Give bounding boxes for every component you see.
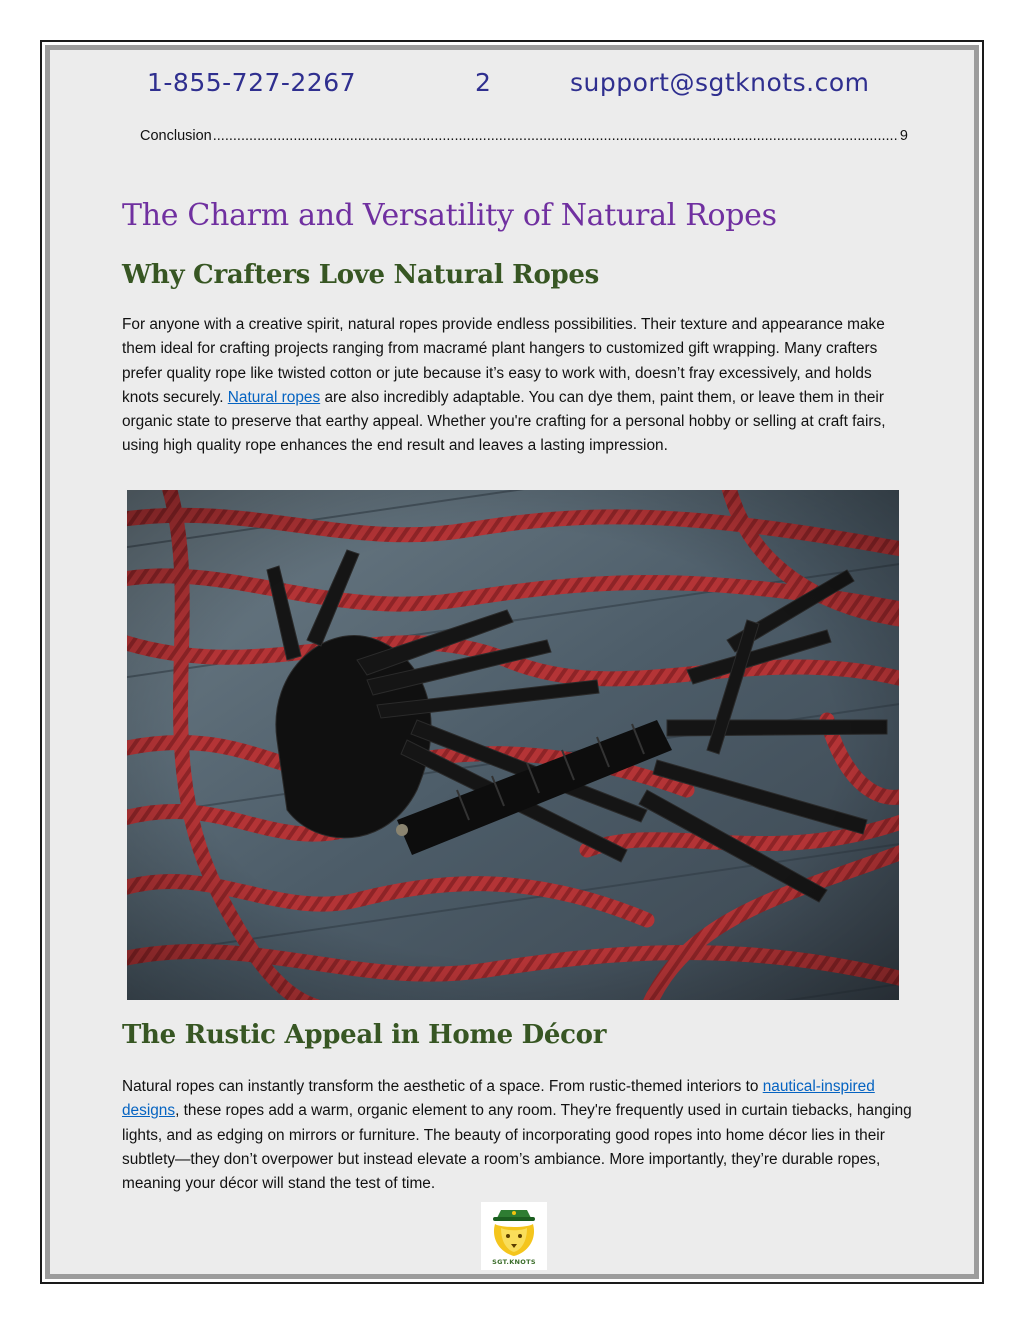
header-page-number: 2	[475, 68, 492, 97]
natural-ropes-link[interactable]: Natural ropes	[227, 388, 321, 406]
paragraph-text: For anyone with a creative spirit, natural ropes provide endless possibilities. Their texture and appearance make them ideal for crafting projects ranging from macramé plant hangers to customized gift wrapping. Many crafters prefer quality rope like twisted cotton or jute because it’s easy to work with, doesn’t fray excessively, and holds knots securely.	[122, 316, 885, 406]
header-email: support@sgtknots.com	[570, 68, 870, 97]
paragraph-crafters	[122, 313, 912, 459]
paragraph-text: Natural ropes can instantly transform the aesthetic of a space. From rustic-themed interiors to	[122, 1078, 763, 1095]
nautical-designs-link[interactable]: nautical-inspired designs	[122, 1078, 875, 1120]
paragraph-text: , these ropes add a warm, organic element to any room. They're frequently used in curtain tiebacks, hanging lights, and as edging on mirrors or furniture. The beauty of incorporating good ropes into home décor lies in their subtlety—they don’t overpower but instead elevate a room’s ambiance. More importantly, they’re durable ropes, meaning your décor will stand the test of time.	[122, 1102, 912, 1193]
page-header	[50, 68, 974, 108]
heading-home-decor: The Rustic Appeal in Home Décor	[122, 1020, 607, 1050]
page-outer-frame	[40, 40, 984, 1284]
page	[45, 45, 979, 1279]
toc-leader-dots	[213, 128, 899, 144]
toc-entry-page: 9	[899, 128, 908, 144]
paragraph-home-decor	[122, 1075, 912, 1196]
rope-flogger-photo	[127, 490, 899, 1000]
heading-crafters: Why Crafters Love Natural Ropes	[122, 260, 599, 290]
lion-icon	[481, 1202, 547, 1260]
logo-text: SGT.KNOTS	[492, 1258, 536, 1266]
toc-entry-label: Conclusion	[140, 128, 212, 144]
paragraph-text: are also incredibly adaptable. You can dye them, paint them, or leave them in their organic state to preserve that earthy appeal. Whether you're crafting for a personal hobby or selling at craft fairs, using high quality rope enhances the end result and leaves a lasting impression.	[122, 388, 886, 455]
sgt-knots-logo	[481, 1202, 547, 1270]
toc-entry[interactable]	[140, 128, 908, 144]
header-phone: 1-855-727-2267	[147, 68, 357, 97]
section-title: The Charm and Versatility of Natural Ropes	[122, 198, 777, 233]
